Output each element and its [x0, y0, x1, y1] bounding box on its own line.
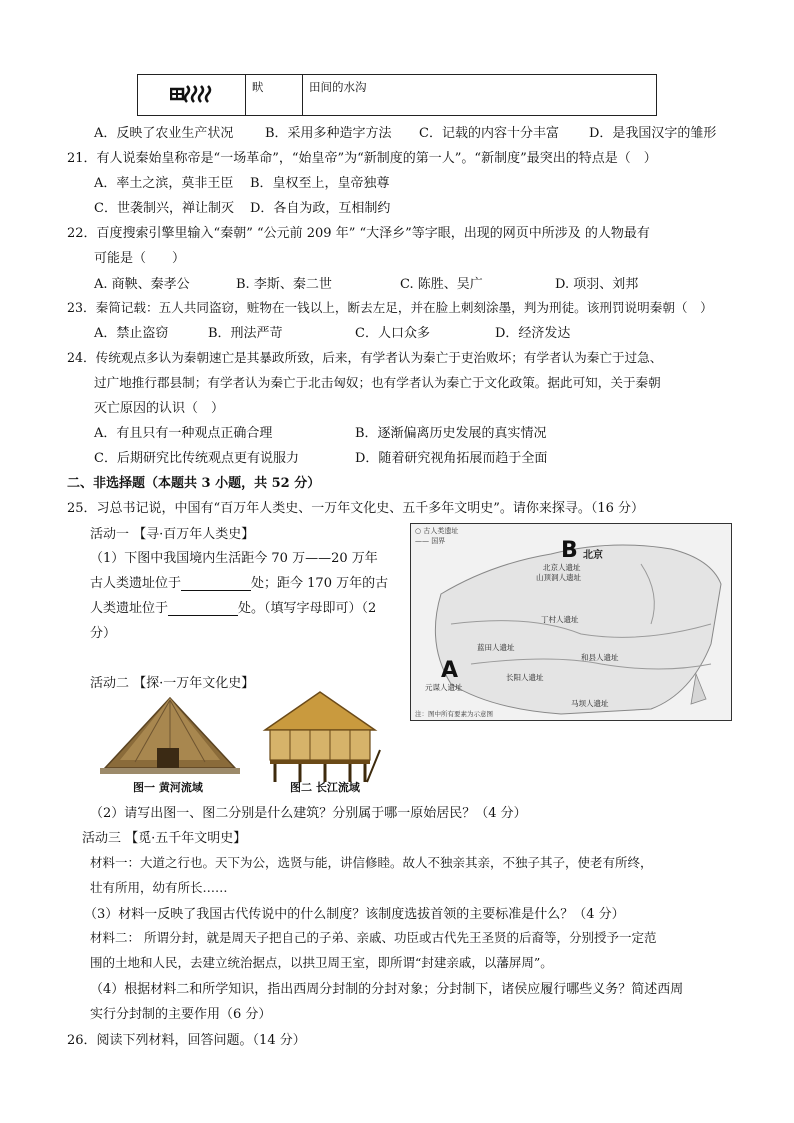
q20-option-d[interactable]: D．是我国汉字的雏形 [589, 126, 717, 141]
char-cell: 畎 [246, 75, 303, 116]
q21-option-c[interactable]: C．世袭制兴，禅让制灭 [94, 201, 234, 216]
map-site-lantian: 蓝田人遗址 [477, 643, 515, 652]
q25-part1-line3: 人类遗址位于 处。（填写字母即可）（2 [90, 601, 377, 616]
q22-option-d[interactable]: D. 项羽、刘邦 [555, 277, 639, 292]
map-label-beijing: 北京 [583, 550, 603, 561]
activity-2-heading: 活动二 【探·一万年文化史】 [90, 676, 255, 691]
answer-blank-2[interactable] [168, 601, 238, 616]
ancient-sites-map [410, 523, 732, 721]
map-site-changyang: 长阳人遗址 [506, 673, 544, 682]
map-legend: ○ 古人类遗址 —— 国界 [415, 527, 459, 545]
q22-option-c[interactable]: C. 陈胜、吴广 [400, 277, 483, 292]
q26-stem: 26．阅读下列材料，回答问题。（14 分） [67, 1033, 306, 1048]
q20-option-a[interactable]: A．反映了农业生产状况 [94, 126, 234, 141]
map-site-yuanmou: 元谋人遗址 [425, 683, 463, 692]
q24-option-c[interactable]: C．后期研究比传统观点更有说服力 [94, 451, 299, 466]
q22-stem-line1: 22．百度搜索引擎里输入“秦朝” “公元前 209 年” “大泽乡”等字眼，出现的网页中所涉及 的人物最有 [67, 226, 650, 241]
map-site-dingcun: 丁村人遗址 [541, 615, 579, 624]
q23-option-b[interactable]: B．刑法严苛 [208, 326, 283, 341]
q21-option-b[interactable]: B．皇权至上，皇帝独尊 [250, 176, 390, 191]
q24-option-a[interactable]: A．有且只有一种观点正确合理 [94, 426, 273, 441]
material-2-line1: 材料二： 所谓分封，就是周天子把自己的子弟、亲戚、功臣或古代先王圣贤的后裔等，分别授予一定范 [90, 930, 657, 945]
q23-stem: 23．秦简记载：五人共同盗窃，赃物在一钱以上，断去左足，并在脸上刺刻涂墨，判为刑徒。该刑罚说明秦朝（ ） [67, 300, 713, 315]
oracle-glyph-cell [138, 75, 246, 116]
map-site-hexian: 和县人遗址 [581, 653, 619, 662]
q20-option-c[interactable]: C．记载的内容十分丰富 [419, 126, 559, 141]
q24-stem-line3: 灭亡原因的认识（ ） [94, 401, 225, 416]
oracle-glyph-icon [170, 83, 214, 105]
figure-1-banpo-hut [95, 690, 245, 790]
q25-part1-line2: 古人类遗址位于 处；距今 170 万年的古 [90, 576, 389, 591]
q24-stem-line2: 过广地推行郡县制；有学者认为秦亡于北击匈奴；也有学者认为秦亡于文化政策。据此可知，关于秦朝 [94, 375, 661, 390]
answer-blank-1[interactable] [181, 576, 251, 591]
meaning-cell: 田间的水沟 [303, 75, 657, 116]
map-letter-a: A [441, 658, 459, 683]
q25-part1-line1: （1）下图中我国境内生活距今 70 万——20 万年 [90, 551, 378, 566]
q25-part4-line1: （4）根据材料二和所学知识，指出西周分封制的分封对象；分封制下，诸侯应履行哪些义务？简述西周 [90, 982, 684, 997]
material-1-line2: 壮有所用，幼有所长…… [90, 880, 228, 895]
q21-option-d[interactable]: D．各自为政，互相制约 [250, 201, 391, 216]
q22-stem-line2: 可能是（ ） [94, 251, 186, 266]
q24-option-d[interactable]: D．随着研究视角拓展而趋于全面 [355, 451, 548, 466]
q21-stem: 21．有人说秦始皇称帝是“一场革命”，“始皇帝”为“新制度的第一人”。“新制度”最突出的特点是（ ） [67, 151, 657, 166]
q25-part3: （3）材料一反映了我国古代传说中的什么制度？该制度选拔首领的主要标准是什么？（4 分） [84, 907, 625, 922]
q25-stem: 25．习总书记说，中国有“百万年人类史、一万年文化史、五千多年文明史”。请你来探寻。（16 分） [67, 501, 645, 516]
q21-option-a[interactable]: A．率土之滨，莫非王臣 [94, 176, 234, 191]
q24-stem-line1: 24．传统观点多认为秦朝速亡是其暴政所致，后来，有学者认为秦亡于吏治败坏；有学者认为秦亡于过急、 [67, 350, 663, 365]
activity-3-heading: 活动三 【觅·五千年文明史】 [82, 831, 247, 846]
q25-part2: （2）请写出图一、图二分别是什么建筑？分别属于哪一原始居民？（4 分） [90, 806, 527, 821]
map-site-maba: 马坝人遗址 [571, 699, 609, 708]
map-letter-b: B [561, 538, 578, 563]
q25-part4-line2: 实行分封制的主要作用（6 分） [90, 1007, 272, 1022]
q23-option-c[interactable]: C．人口众多 [355, 326, 430, 341]
figure-2-caption: 图二 长江流域 [290, 781, 360, 794]
q22-option-b[interactable]: B. 李斯、秦二世 [236, 277, 332, 292]
material-2-line2: 围的土地和人民，去建立统治据点，以拱卫周王室，即所谓“封建亲戚，以藩屏周”。 [90, 955, 553, 970]
section-heading: 二、非选择题（本题共 3 小题，共 52 分） [67, 476, 321, 491]
q23-option-a[interactable]: A．禁止盗窃 [94, 326, 169, 341]
map-site-shandingdong: 山顶洞人遗址 [536, 573, 581, 582]
map-site-beijingren: 北京人遗址 [543, 563, 581, 572]
q20-option-b[interactable]: B．采用多种造字方法 [265, 126, 392, 141]
map-note: 注：图中所有要素为示意图 [415, 710, 493, 718]
figure-2-stilt-house [245, 690, 395, 790]
q24-option-b[interactable]: B．逐渐偏离历史发展的真实情况 [355, 426, 547, 441]
q23-option-d[interactable]: D．经济发达 [495, 326, 571, 341]
activity-1-heading: 活动一 【寻·百万年人类史】 [90, 527, 255, 542]
q22-option-a[interactable]: A. 商鞅、秦孝公 [94, 277, 190, 292]
character-table [137, 74, 657, 116]
figure-1-caption: 图一 黄河流域 [133, 781, 203, 794]
material-1-line1: 材料一：大道之行也。天下为公，选贤与能，讲信修睦。故人不独亲其亲，不独子其子，使老有所终， [90, 855, 653, 870]
q25-part1-line4: 分） [90, 626, 117, 641]
